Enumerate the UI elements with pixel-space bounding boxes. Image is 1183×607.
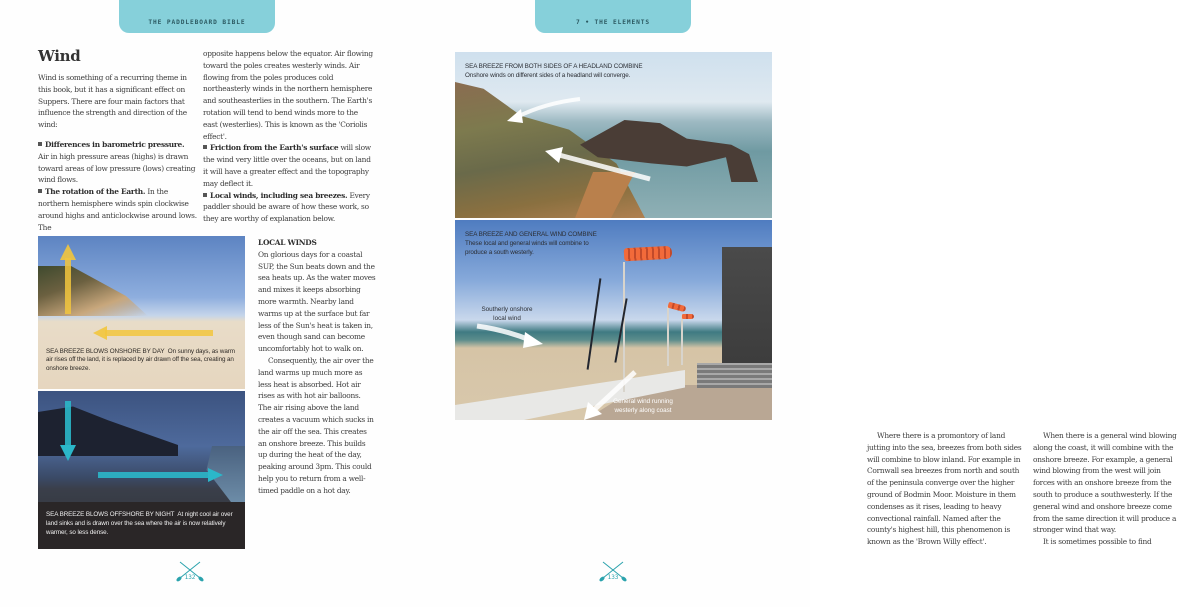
windsock-icon <box>624 246 673 261</box>
text-column-right-2 <box>1033 430 1183 548</box>
windsock-pole <box>681 315 683 365</box>
factor-friction: Friction from the Earth's surface will slow the wind very little over the oceans, but on land it will have a greater effect and the topography may deflect it. <box>203 143 371 188</box>
promontory-paragraph: Where there is a promontory of land jutting into the sea, breezes from both sides will combine to blow inland. For example in Cornwall sea breezes from north and south of the peninsula converge over the higher ground of Bodmin Moor. Moisture in them condenses as it rises, leading to heavy convectional rainfall. Named after the county's highest hill, this phenomenon is known as the 'Brown Willy effect'. <box>867 431 1022 547</box>
photo-wind-combine <box>455 220 772 420</box>
label-general-wind: General wind running westerly along coast <box>613 398 673 414</box>
photo-sea-breeze-night <box>38 391 245 549</box>
photo-headland <box>455 52 772 218</box>
text-column-right-1 <box>867 430 1022 548</box>
windsock-pole <box>667 306 669 366</box>
bullet-icon <box>38 189 42 193</box>
running-header-tab <box>535 0 691 33</box>
windsock-icon <box>668 302 687 312</box>
folio-left <box>170 560 210 588</box>
bullet-icon <box>203 193 207 197</box>
page-number: 132 <box>184 574 196 581</box>
running-header: THE PADDLEBOARD BIBLE <box>148 19 246 26</box>
right-page <box>405 0 1177 607</box>
local-winds-heading: LOCAL WINDS <box>258 238 317 247</box>
page-number: 133 <box>607 574 619 581</box>
running-header: 7 • THE ELEMENTS <box>575 19 650 26</box>
left-page <box>0 0 405 607</box>
label-local-wind: Southerly onshore local wind <box>481 306 533 322</box>
arrow-left-icon <box>93 326 213 340</box>
arrow-left-icon <box>545 147 655 182</box>
caption-combine: SEA BREEZE AND GENERAL WIND COMBINE These local and general winds will combine to produce a south westerly. <box>465 231 597 256</box>
bullet-icon <box>38 142 42 146</box>
factor-pressure: Differences in barometric pressure. Air in high pressure areas (highs) is drawn toward areas of low pressure (lows) creating wind flows. <box>38 139 196 185</box>
arrow-up-icon <box>60 244 76 314</box>
text-column-2 <box>203 48 373 225</box>
cliff-graphic <box>38 266 148 316</box>
mast-graphic <box>587 278 602 369</box>
arrow-down-icon <box>60 401 76 461</box>
windsock-icon <box>682 314 694 319</box>
local-winds-para-1: On glorious days for a coastal SUP, the Sun beats down and the sea heats up. As the water moves and mixes it keeps absorbing more warmth. Nearby land warms up at the surface but far less of the Sun's heat is taken in, even though sand can become uncomfortably hot to walk on. <box>258 249 376 354</box>
photo-sea-breeze-day <box>38 236 245 389</box>
factor-local-winds: Local winds, including sea breezes. Every paddler should be aware of how these work, so they are worthy of explanation below. <box>203 190 370 224</box>
cliff-graphic <box>38 401 178 456</box>
local-winds-column <box>258 237 376 497</box>
text-column-1 <box>38 72 198 233</box>
mast-graphic <box>614 298 627 362</box>
caption-day: SEA BREEZE BLOWS ONSHORE BY DAY On sunny days, as warm air rises off the land, it is replaced by air drawn off the sea, creating an onshore breeze. <box>46 347 235 373</box>
caption-night: SEA BREEZE BLOWS OFFSHORE BY NIGHT At night cool air over land sinks and is drawn over the sea where the air is now relatively warmer, so less dense. <box>38 502 245 549</box>
folio-right <box>593 560 633 588</box>
factor-rotation: The rotation of the Earth. In the northern hemisphere winds spin clockwise around highs and anticlockwise around lows. The <box>38 187 197 232</box>
fence-graphic <box>697 363 772 388</box>
rotation-continued: opposite happens below the equator. Air flowing toward the poles creates westerly winds. Air flowing from the poles produces cold northeasterly winds in the northern hemisphere and southeasterlies in the southern. The Earth's rotation will tend to bend winds more to the east (westerlies). This is known as the 'Coriolis effect'. <box>203 49 373 141</box>
general-wind-paragraph: When there is a general wind blowing along the coast, it will combine with the onshore breeze. For example, a general wind blowing from the west will join forces with an onshore breeze from the south to produce a southwesterly. If the general wind and onshore breeze come from the same direction it will produce a stronger wind that way. <box>1033 431 1177 535</box>
arrow-right-icon <box>98 468 223 482</box>
arrow-left-icon <box>505 97 585 127</box>
local-winds-para-2: Consequently, the air over the land warms up much more as less heat is absorbed. Hot air rises as with hot air balloons. The air rising above the land creates a vacuum which sucks in the air off the sea. This creates an onshore breeze. This builds up during the heat of the day, peaking around 3pm. This could help you to return from a well-timed paddle on a hot day. <box>258 355 374 495</box>
page-title: Wind <box>38 47 81 65</box>
running-header-tab <box>119 0 275 33</box>
bullet-icon <box>203 145 207 149</box>
caption-headland: SEA BREEZE FROM BOTH SIDES OF A HEADLAND COMBINE Onshore winds on different sides of a headland will converge. <box>465 63 643 79</box>
intro-paragraph: Wind is something of a recurring theme in this book, but it has a significant effect on Suppers. There are four main factors that influence the strength and direction of the wind: <box>38 73 187 130</box>
arrow-right-icon <box>475 320 545 350</box>
continued-paragraph: It is sometimes possible to find <box>1043 537 1152 547</box>
